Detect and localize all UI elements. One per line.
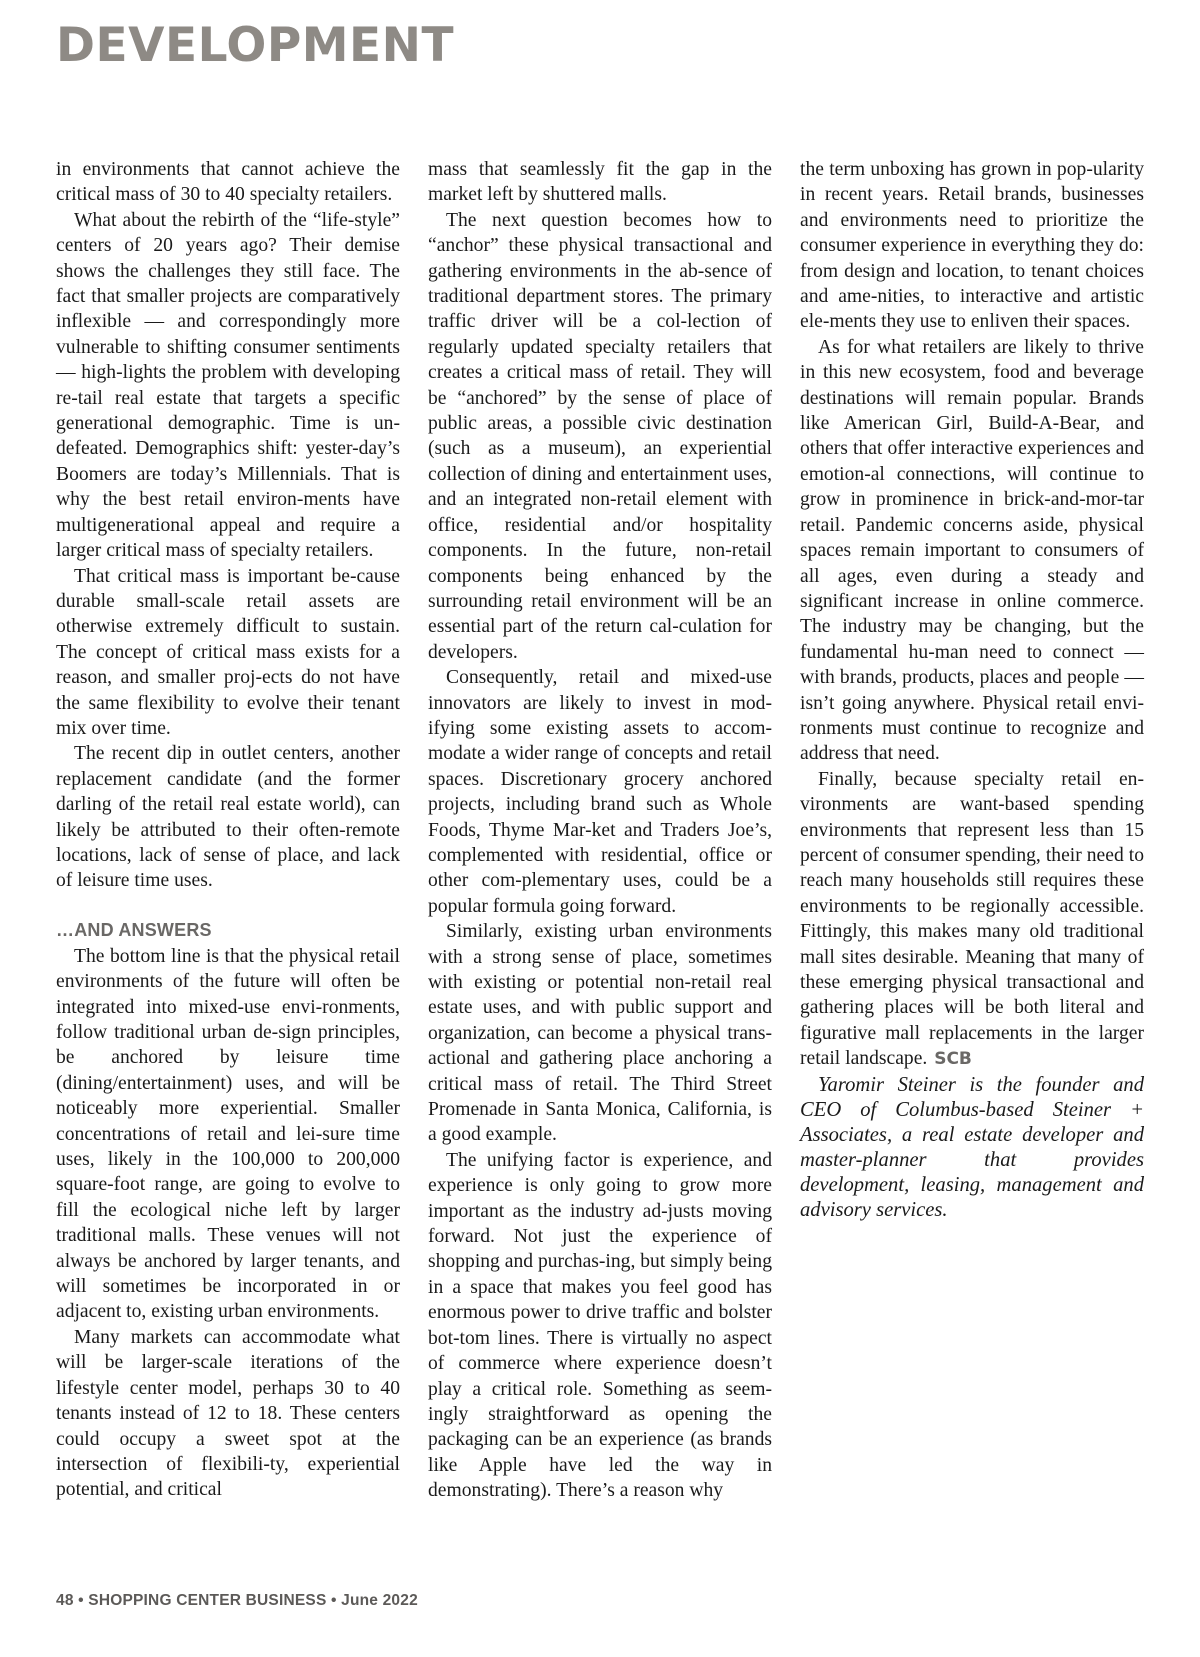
article-column-3: [800, 157, 1144, 1504]
paragraph: in environments that cannot achieve the critical mass of 30 to 40 specialty retailers.: [56, 159, 400, 206]
paragraph: The next question becomes how to “anchor” these physical transactional and gathering environments in the ab-sence of traditional department stores. The primary traffic driver will be a col-lection of regularly updated specialty retailers that creates a critical mass of retail. They will be “anchored” by the sense of place of public areas, a possible civic destination (such as a museum), an experiential collection of dining and entertainment uses, and an integrated non-retail element with office, residential and/or hospitality components. In the future, non-retail components being enhanced by the surrounding retail environment will be an essential part of the return cal-culation for developers.: [428, 209, 772, 663]
paragraph: Consequently, retail and mixed-use innovators are likely to invest in mod-ifying some existing assets to accom-modate a wider range of concepts and retail spaces. Discretionary grocery anchored projects, including brand such as Whole Foods, Thyme Mar-ket and Traders Joe’s, complemented with residential, office or other com-plementary uses, could be a popular formula going forward.: [428, 667, 772, 917]
paragraph: What about the rebirth of the “life-style” centers of 20 years ago? Their demise shows the challenges they still face. The fact that smaller projects are comparatively inflexible — and correspondingly more vulnerable to shifting consumer sentiments — high-lights the problem with developing re-tail real estate that targets a specific generational demographic. Time is un-defeated. Demographics shift: yester-day’s Boomers are today’s Millennials. That is why the best retail environ-ments have multigenerational appeal and require a larger critical mass of specialty retailers.: [56, 209, 400, 562]
paragraph: [800, 767, 1144, 1073]
paragraph: mass that seamlessly fit the gap in the market left by shuttered malls.: [428, 159, 772, 206]
paragraph: As for what retailers are likely to thrive in this new ecosystem, food and beverage destinations will remain popular. Brands like American Girl, Build-A-Bear, and others that offer interactive experiences and emotion-al connections, will continue to grow in prominence in brick-and-mor-tar retail. Pandemic concerns aside, physical spaces remain important to consumers of all ages, even during a steady and significant increase in online commerce. The industry may be changing, but the fundamental hu-man need to connect — with brands, products, places and people — isn’t going anywhere. Physical retail envi-ronments must continue to recognize and address that need.: [800, 336, 1144, 765]
paragraph: the term unboxing has grown in pop-ularity in recent years. Retail brands, businesses and environments need to prioritize the consumer experience in everything they do: from design and location, to tenant choices and ame-nities, to interactive and artistic ele-ments they use to enliven their spaces.: [800, 159, 1144, 333]
end-mark-scb: SCB: [934, 1049, 972, 1070]
article-body: [56, 157, 1144, 1504]
author-bio: Yaromir Steiner is the founder and CEO of Columbus-based Steiner + Associates, a real estate developer and master-planner that provides development, leasing, management and advisory services.: [800, 1073, 1144, 1221]
section-title: DEVELOPMENT: [56, 18, 455, 73]
paragraph: The unifying factor is experience, and experience is only going to grow more important as the industry ad-justs moving forward. Not just the experience of shopping and purchas-ing, but simply being in a space that makes you feel good has enormous power to drive traffic and bolster bot-tom lines. There is virtually no aspect of commerce where experience doesn’t play a critical role. Something as seem-ingly straightforward as opening the packaging can be an experience (as brands like Apple have led the way in demonstrating). There’s a reason why: [428, 1149, 772, 1502]
article-column-2: [428, 157, 772, 1504]
paragraph: Many markets can accommodate what will be larger-scale iterations of the lifestyle center model, perhaps 30 to 40 tenants instead of 12 to 18. These centers could occupy a sweet spot at the intersection of flexibili-ty, experiential potential, and critical: [56, 1326, 400, 1501]
subheading-and-answers: …AND ANSWERS: [56, 919, 212, 940]
paragraph-text: Finally, because specialty retail en-vironments are want-based spending environments that represent less than 15 percent of consumer spending, their need to reach many households still requires these environments to be regionally accessible. Fittingly, this makes many old traditional mall sites desirable. Meaning that many of these emerging physical transactional and gathering places will be both literal and figurative mall replacements in the larger retail landscape.: [800, 768, 1144, 1070]
page-footer-folio: 48 • SHOPPING CENTER BUSINESS • June 2022: [56, 1592, 418, 1609]
paragraph: The recent dip in outlet centers, another replacement candidate (and the former darling of the retail real estate world), can likely be attributed to their often-remote locations, lack of sense of place, and lack of leisure time uses.: [56, 743, 400, 892]
paragraph: Similarly, existing urban environments with a strong sense of place, sometimes with existing or potential non-retail real estate uses, and with public support and organization, can become a physical trans-actional and gathering place anchoring a critical mass of retail. The Third Street Promenade in Santa Monica, California, is a good example.: [428, 921, 772, 1146]
article-column-1: [56, 157, 400, 1504]
paragraph: That critical mass is important be-cause durable small-scale retail assets are otherwise extremely difficult to sustain. The concept of critical mass exists for a reason, and smaller proj-ects do not have the same flexibility to evolve their tenant mix over time.: [56, 565, 400, 739]
paragraph: The bottom line is that the physical retail environments of the future will often be integrated into mixed-use envi-ronments, follow traditional urban de-sign principles, be anchored by leisure time (dining/entertainment) uses, and will be noticeably more experiential. Smaller concentrations of retail and lei-sure time uses, likely in the 100,000 to 200,000 square-foot range, are going to evolve to fill the ecological niche left by larger traditional malls. These venues will not always be anchored by larger tenants, and will sometimes be incorporated in or adjacent to, existing urban environments.: [56, 945, 400, 1323]
